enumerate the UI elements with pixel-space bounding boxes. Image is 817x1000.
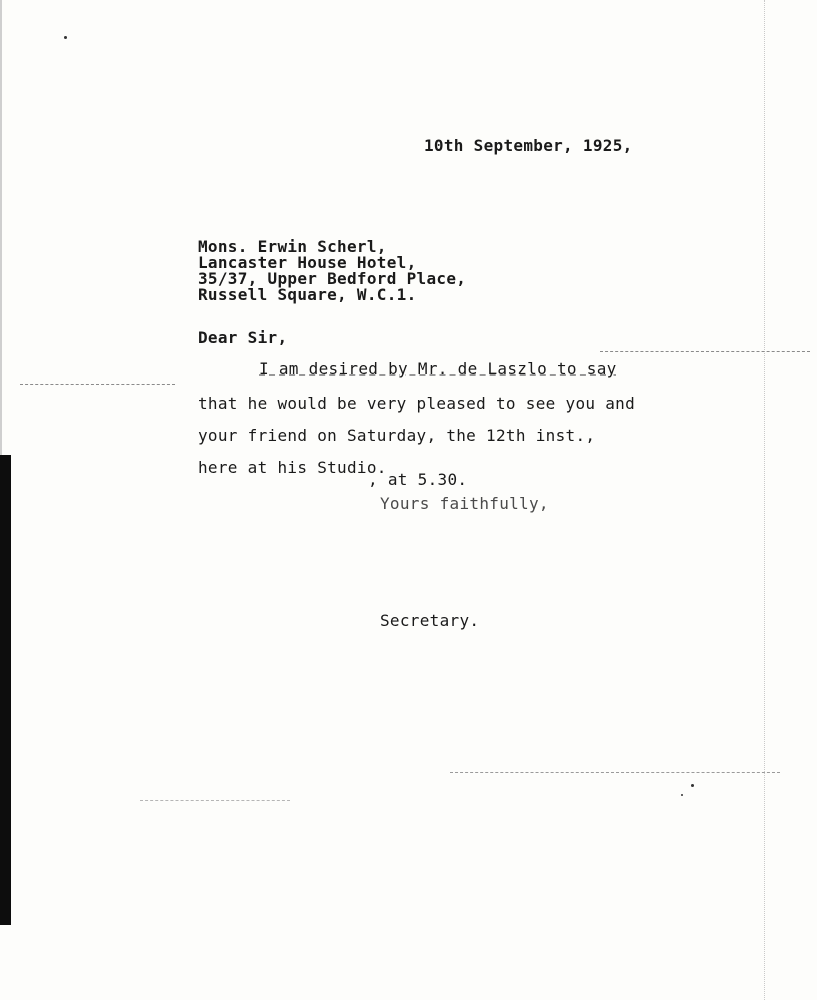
body-line-4: here at his Studio.: [198, 458, 387, 477]
body-line-1: I am desired by Mr. de Laszlo to say: [259, 359, 617, 378]
body-insertion: , at 5.30.: [368, 470, 468, 489]
page-left-edge-shadow: [0, 455, 11, 925]
signature-title: Secretary.: [380, 611, 480, 630]
scan-mark-bottom-right: [450, 772, 780, 773]
scan-speck: [691, 784, 694, 787]
scan-mark-left: [20, 384, 175, 385]
body-line-3: your friend on Saturday, the 12th inst.,: [198, 426, 596, 445]
recipient-street: 35/37, Upper Bedford Place,: [198, 269, 467, 288]
recipient-area: Russell Square, W.C.1.: [198, 285, 417, 304]
letter-date: 10th September, 1925,: [424, 136, 633, 155]
page-left-shadow: [0, 0, 2, 460]
page-right-fold-line: [764, 0, 765, 1000]
recipient-hotel: Lancaster House Hotel,: [198, 253, 417, 272]
salutation: Dear Sir,: [198, 328, 288, 347]
scan-speck: [64, 36, 67, 39]
scan-mark-right: [600, 351, 810, 352]
scan-mark-bottom-left: [140, 800, 290, 801]
scan-speck: [681, 794, 683, 796]
recipient-name: Mons. Erwin Scherl,: [198, 237, 387, 256]
body-line-2: that he would be very pleased to see you and: [198, 394, 636, 413]
closing: Yours faithfully,: [380, 494, 549, 513]
